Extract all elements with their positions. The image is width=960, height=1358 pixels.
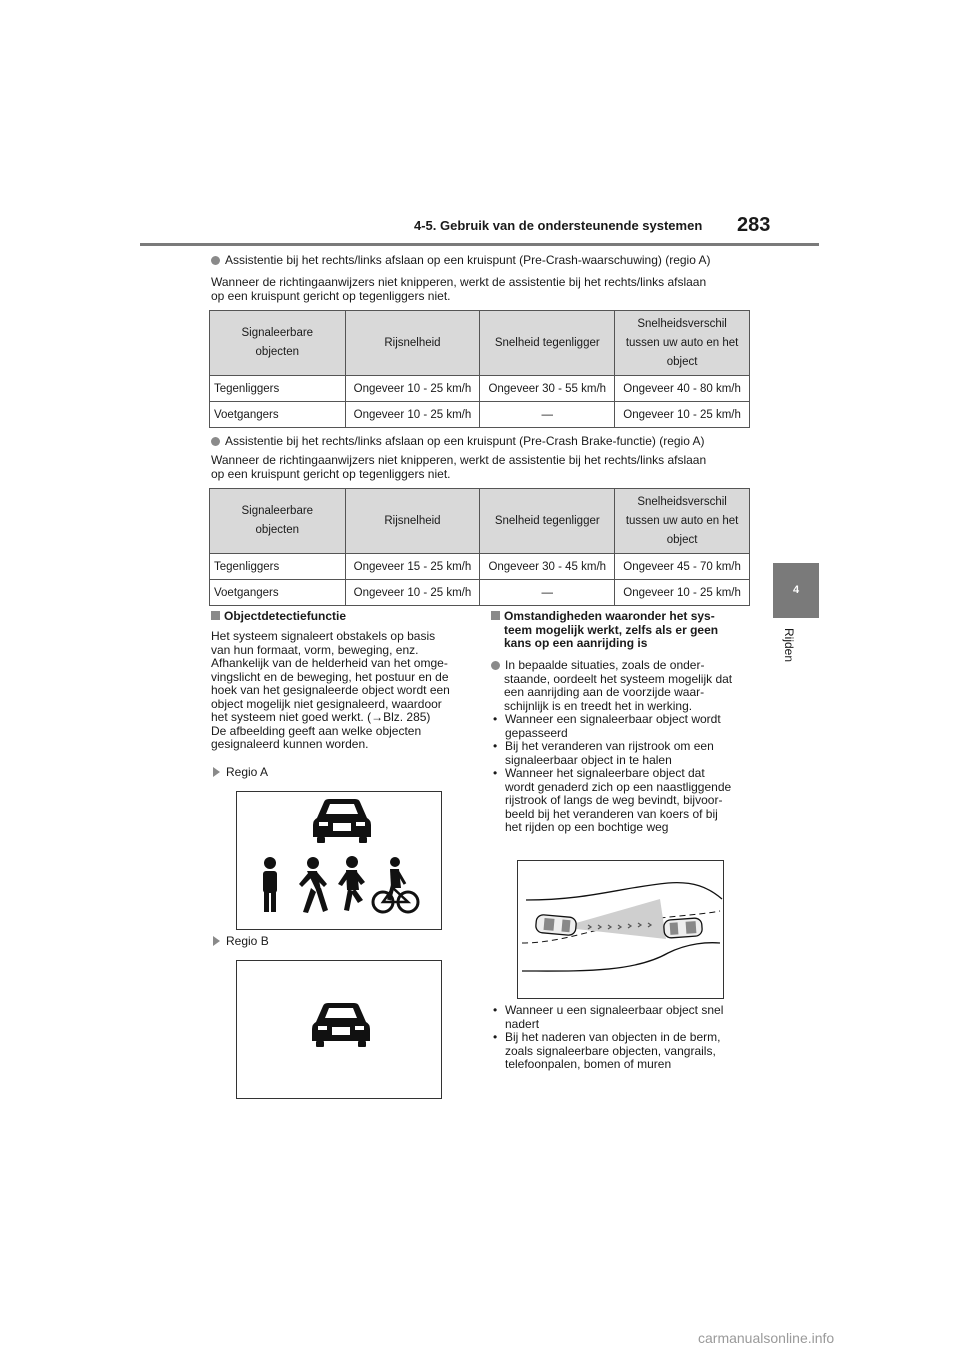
- list-item: [491, 1031, 761, 1072]
- list-item: [491, 1004, 761, 1031]
- paragraph-line: op een kruispunt gericht op tegenliggers niet.: [211, 288, 451, 303]
- list-item: [491, 713, 761, 740]
- paragraph: [211, 276, 706, 303]
- list-item-line: • Wanneer u een signaleerbaar object snel: [505, 1003, 724, 1017]
- bullet-item: [211, 434, 705, 448]
- list-item-line: rijstrook of langs de weg bevindt, bijvoor-: [505, 793, 723, 807]
- list-item-line: nadert: [505, 1016, 540, 1031]
- table-cell: Ongeveer 10 - 25 km/h: [345, 402, 480, 428]
- heading-line: [491, 610, 761, 624]
- heading-line: teem mogelijk werkt, zelfs als er geen: [504, 622, 719, 637]
- paragraph-line: Afhankelijk van de helderheid van het omge-: [211, 656, 448, 670]
- pedestrian-icon: [263, 857, 277, 912]
- left-heading: [211, 610, 346, 624]
- table-cell: Tegenliggers: [210, 376, 346, 402]
- walking-pedestrian-icon: [299, 857, 328, 913]
- arrow-icon: [213, 767, 220, 777]
- curved-road-illustration: [518, 861, 723, 998]
- figure-region-b: [236, 960, 442, 1099]
- list-item-line: • Bij het veranderen van rijstrook om een: [505, 739, 714, 753]
- paragraph-line: object mogelijk niet gesignaleerd, waardoor: [211, 696, 442, 711]
- table-header-cell: Rijsnelheid: [345, 489, 480, 554]
- table-header-cell: Snelheid tegenligger: [480, 311, 615, 376]
- own-car-icon: [535, 914, 576, 935]
- bullet-dot-icon: [491, 661, 500, 670]
- region-b-illustration: [237, 961, 441, 1098]
- table-header-cell: Signaleerbare objecten: [210, 489, 346, 554]
- list-item: [491, 767, 761, 835]
- condition-list: [491, 713, 761, 835]
- speed-table-warning: [209, 310, 750, 428]
- region-a-label: [213, 766, 268, 780]
- table-cell: Ongeveer 10 - 25 km/h: [615, 402, 750, 428]
- table-header-cell: Signaleerbare objecten: [210, 311, 346, 376]
- right-bullet: [491, 659, 761, 713]
- table-header-cell: Snelheidsverschil tussen uw auto en het object: [615, 489, 750, 554]
- paragraph-line: hoek van het gesignaleerde object wordt een: [211, 683, 450, 697]
- table-cell: Ongeveer 45 - 70 km/h: [615, 554, 750, 580]
- paragraph-line: vingslicht en de beweging, het postuur en de: [211, 669, 449, 684]
- speed-table-brake: [209, 488, 750, 606]
- table-cell: Ongeveer 10 - 25 km/h: [345, 376, 480, 402]
- running-pedestrian-icon: [338, 856, 365, 911]
- paragraph-line: Wanneer de richtingaanwijzers niet knipperen, werkt de assistentie bij het rechts/links afslaan: [211, 275, 707, 289]
- bullet-text: Assistentie bij het rechts/links afslaan op een kruispunt (Pre-Crash Brake-functie) (regio A): [225, 434, 705, 448]
- page-number: 283: [737, 214, 771, 236]
- chapter-label: Rijden: [782, 628, 796, 663]
- bullet-text: In bepaalde situaties, zoals de onder-: [505, 658, 705, 672]
- heading-line: kans op een aanrijding is: [504, 636, 648, 650]
- heading-text: Omstandigheden waaronder het sys-: [504, 609, 715, 623]
- table-cell: Ongeveer 30 - 55 km/h: [480, 376, 615, 402]
- list-item-line: zoals signaleerbare objecten, vangrails,: [505, 1043, 716, 1058]
- cyclist-icon: [373, 857, 418, 912]
- condition-list-2: [491, 1004, 761, 1072]
- table-cell: Ongeveer 40 - 80 km/h: [615, 376, 750, 402]
- list-item-line: wordt genaderd zich op een naastliggende: [505, 779, 732, 794]
- paragraph-line: van hun formaat, vorm, beweging, enz.: [211, 642, 419, 657]
- list-item-line: • Wanneer een signaleerbaar object wordt: [505, 712, 721, 726]
- table-header-row: [210, 489, 750, 554]
- paragraph-line: op een kruispunt gericht op tegenliggers niet.: [211, 466, 451, 481]
- list-item-line: telefoonpalen, bomen of muren: [505, 1057, 672, 1071]
- bullet-text: Assistentie bij het rechts/links afslaan op een kruispunt (Pre-Crash-waarschuwing) (regio A): [225, 253, 711, 267]
- table-row: [210, 376, 750, 402]
- table-cell: —: [480, 580, 615, 606]
- table-row: [210, 580, 750, 606]
- table-header-cell: Snelheidsverschil tussen uw auto en het object: [615, 311, 750, 376]
- square-bullet-icon: [491, 611, 500, 620]
- paragraph-line: Wanneer de richtingaanwijzers niet knipperen, werkt de assistentie bij het rechts/links afslaan: [211, 453, 707, 467]
- paragraph-line: De afbeelding geeft aan welke objecten: [211, 723, 422, 738]
- right-heading: [491, 610, 761, 651]
- section-title: 4-5. Gebruik van de ondersteunende systemen: [414, 218, 703, 233]
- table-cell: Tegenliggers: [210, 554, 346, 580]
- square-bullet-icon: [211, 611, 220, 620]
- bullet-line: staande, oordeelt het systeem mogelijk dat: [504, 671, 733, 686]
- arrow-icon: [213, 936, 220, 946]
- table-header-row: [210, 311, 750, 376]
- table-cell: Ongeveer 10 - 25 km/h: [345, 580, 480, 606]
- list-item-line: gepasseerd: [505, 725, 568, 740]
- bullet-line: schijnlijk is en treedt het in werking.: [504, 698, 693, 713]
- region-text: Regio B: [226, 934, 269, 948]
- figure-region-a: [236, 791, 442, 930]
- bullet-dot-icon: [211, 256, 220, 265]
- list-item-line: signaleerbaar object in te halen: [505, 752, 672, 767]
- table-row: [210, 402, 750, 428]
- left-paragraph: [211, 630, 471, 752]
- list-item-line: • Bij het naderen van objecten in de berm,: [505, 1030, 721, 1044]
- region-b-label: [213, 935, 269, 949]
- table-header-cell: Rijsnelheid: [345, 311, 480, 376]
- bullet-item: [211, 253, 711, 267]
- table-header-cell: Snelheid tegenligger: [480, 489, 615, 554]
- heading-text: Objectdetectiefunctie: [224, 609, 347, 623]
- list-item-line: beeld bij het veranderen van koers of bij: [505, 806, 718, 821]
- bullet-line: [491, 659, 761, 673]
- chapter-tab: 4: [773, 563, 819, 618]
- table-cell: Ongeveer 15 - 25 km/h: [345, 554, 480, 580]
- paragraph-line: Het systeem signaleert obstakels op basis: [211, 629, 436, 643]
- table-cell: Ongeveer 30 - 45 km/h: [480, 554, 615, 580]
- paragraph-line: gesignaleerd kunnen worden.: [211, 737, 369, 751]
- header-rule: [140, 243, 819, 246]
- oncoming-car-icon: [663, 918, 702, 939]
- region-a-illustration: [237, 792, 441, 929]
- watermark: carmanualsonline.info: [698, 1330, 835, 1346]
- table-cell: Voetgangers: [210, 402, 346, 428]
- list-item-line: • Wanneer het signaleerbare object dat: [505, 766, 705, 780]
- paragraph-line: het systeem niet goed werkt. (→Blz. 285): [211, 710, 431, 724]
- table-cell: —: [480, 402, 615, 428]
- bullet-line: een aanrijding aan de voorzijde waar-: [504, 685, 705, 699]
- list-item: [491, 740, 761, 767]
- figure-curved-road: [517, 860, 724, 999]
- paragraph: [211, 454, 706, 481]
- table-row: [210, 554, 750, 580]
- table-cell: Voetgangers: [210, 580, 346, 606]
- list-item-line: het rijden op een bochtige weg: [505, 820, 669, 834]
- table-cell: Ongeveer 10 - 25 km/h: [615, 580, 750, 606]
- bullet-dot-icon: [211, 437, 220, 446]
- region-text: Regio A: [226, 765, 269, 779]
